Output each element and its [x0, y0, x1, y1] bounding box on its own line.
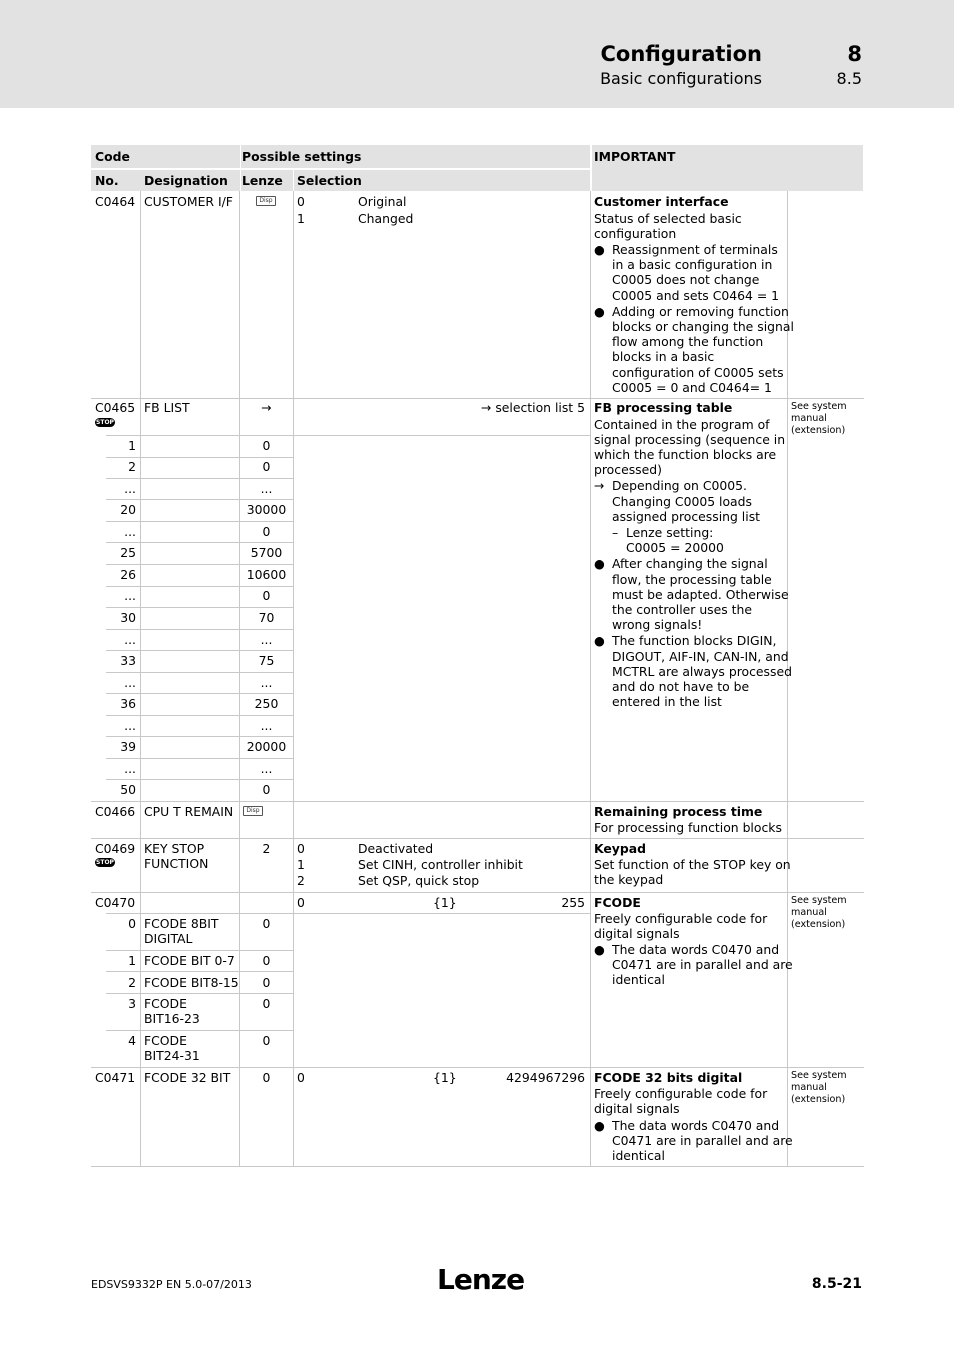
c0470-important-title: FCODE — [594, 895, 641, 910]
c0465-row-value: 75 — [258, 653, 275, 668]
c0464-bullet1-line: in a basic configuration in — [612, 257, 773, 272]
c0470-sel-min: 0 — [297, 895, 305, 910]
chapter-number: 8 — [847, 42, 862, 66]
c0465-row-value: 30000 — [246, 502, 287, 517]
c0469-designation-line: FUNCTION — [144, 856, 209, 871]
c0465-important-line: Contained in the program of — [594, 417, 770, 432]
c0466-important-title: Remaining process time — [594, 804, 763, 819]
head-possible-settings: Possible settings — [242, 149, 362, 164]
c0470-row-no: 4 — [128, 1033, 136, 1048]
c0465-row-value: 0 — [262, 588, 271, 603]
c0465-row-value: 5700 — [250, 545, 283, 560]
stop-icon: STOP — [96, 859, 114, 866]
c0465-row-no: ... — [124, 481, 136, 496]
c0465-row-no: ... — [124, 588, 136, 603]
c0465-arrow-line: Changing C0005 loads — [612, 494, 752, 509]
c0470-row-designation: FCODE BIT 0-7 — [144, 953, 235, 968]
head-code: Code — [95, 149, 130, 164]
c0470-row-no: 0 — [128, 916, 136, 931]
c0465-bullet2-line: and do not have to be — [612, 679, 750, 694]
bullet-icon: ● — [594, 942, 605, 957]
bullet-icon: ● — [594, 556, 605, 571]
c0465-arrow-line: Depending on C0005. — [612, 478, 747, 493]
c0469-code: C0469 — [95, 841, 136, 856]
c0465-row-no: 50 — [120, 782, 136, 797]
c0465-row-value: 0 — [262, 438, 271, 453]
dash-icon: – — [612, 525, 619, 540]
c0465-bullet1-line: the controller uses the — [612, 602, 752, 617]
c0465-arrow-line: assigned processing list — [612, 509, 761, 524]
head-designation: Designation — [144, 173, 228, 188]
c0471-note-line: manual — [791, 1082, 827, 1093]
c0465-code: C0465 — [95, 400, 136, 415]
c0469-important-title: Keypad — [594, 841, 646, 856]
stop-icon: STOP — [96, 419, 114, 426]
c0471-bullet-line: identical — [612, 1148, 665, 1163]
c0464-bullet2-line: flow among the function — [612, 334, 764, 349]
c0471-important-line: digital signals — [594, 1101, 680, 1116]
c0471-bullet-line: C0471 are in parallel and are — [612, 1133, 793, 1148]
c0471-designation: FCODE 32 BIT — [144, 1070, 231, 1085]
lenze-logo: Lenze — [437, 1263, 525, 1296]
c0465-row-no: ... — [124, 675, 136, 690]
c0469-important-line: Set function of the STOP key on — [594, 857, 791, 872]
c0465-dash-line: C0005 = 20000 — [626, 540, 724, 555]
page-number: 8.5-21 — [811, 1276, 862, 1292]
bullet-icon: ● — [594, 304, 605, 319]
c0464-bullet2-line: configuration of C0005 sets — [612, 365, 784, 380]
c0470-row-value: 0 — [262, 975, 271, 990]
c0465-note-line: manual — [791, 413, 827, 424]
c0464-sel-0-value: 0 — [297, 194, 305, 209]
c0465-row-value: ... — [260, 632, 273, 647]
c0469-sel-text: Set CINH, controller inhibit — [358, 857, 523, 872]
disp-icon: Disp — [256, 196, 276, 206]
c0471-sel-min: 0 — [297, 1070, 305, 1085]
c0470-sel-max: 255 — [561, 895, 585, 910]
c0465-row-no: 2 — [128, 459, 136, 474]
c0465-bullet2-line: MCTRL are always processed — [612, 664, 792, 679]
c0470-row-designation: DIGITAL — [144, 931, 193, 946]
c0465-row-value: ... — [260, 675, 273, 690]
c0471-code: C0471 — [95, 1070, 136, 1085]
c0464-code: C0464 — [95, 194, 136, 209]
c0465-bullet1-line: must be adapted. Otherwise — [612, 587, 789, 602]
c0465-important-line: which the function blocks are — [594, 447, 777, 462]
c0465-row-no: 30 — [120, 610, 136, 625]
c0466-important-line: For processing function blocks — [594, 820, 782, 835]
c0465-important-line: signal processing (sequence in — [594, 432, 786, 447]
c0469-sel-text: Deactivated — [358, 841, 434, 856]
c0465-bullet1-line: flow, the processing table — [612, 572, 772, 587]
c0465-row-value: 20000 — [246, 739, 287, 754]
page-header — [0, 0, 954, 108]
c0469-important-line: the keypad — [594, 872, 664, 887]
arrow-right-icon: → — [594, 478, 605, 493]
c0465-row-value: 10600 — [246, 567, 287, 582]
c0465-bullet2-line: The function blocks DIGIN, — [612, 633, 777, 648]
c0469-lenze: 2 — [262, 841, 271, 856]
c0470-row-value: 0 — [262, 996, 271, 1011]
c0465-row-no: ... — [124, 718, 136, 733]
c0465-bullet1-line: wrong signals! — [612, 617, 703, 632]
c0470-sel-step: {1} — [433, 895, 457, 910]
c0466-designation: CPU T REMAIN — [144, 804, 234, 819]
disp-icon: Disp — [243, 806, 263, 816]
c0470-row-designation: FCODE 8BIT — [144, 916, 219, 931]
c0465-row-value: ... — [260, 761, 273, 776]
c0470-important-line: Freely configurable code for — [594, 911, 768, 926]
c0465-row-no: ... — [124, 761, 136, 776]
c0464-sel-0-text: Original — [358, 194, 407, 209]
c0470-row-no: 3 — [128, 996, 136, 1011]
c0465-important-title: FB processing table — [594, 400, 733, 415]
c0470-note-line: manual — [791, 907, 827, 918]
c0465-bullet1-line: After changing the signal — [612, 556, 768, 571]
c0466-code: C0466 — [95, 804, 136, 819]
c0470-row-value: 0 — [262, 916, 271, 931]
c0470-note-line: See system — [791, 895, 847, 906]
c0471-note-line: (extension) — [791, 1094, 846, 1105]
c0464-important-line: configuration — [594, 226, 677, 241]
c0470-important-line: digital signals — [594, 926, 680, 941]
c0465-row-no: ... — [124, 524, 136, 539]
c0465-row-no: 36 — [120, 696, 136, 711]
c0471-sel-step: {1} — [433, 1070, 457, 1085]
head-no: No. — [95, 173, 119, 188]
c0465-bullet2-line: DIGOUT, AIF-IN, CAN-IN, and — [612, 649, 789, 664]
c0464-bullet2-line: C0005 = 0 and C0464= 1 — [612, 380, 772, 395]
c0470-row-value: 0 — [262, 953, 271, 968]
c0465-row-no: 39 — [120, 739, 136, 754]
c0465-row-value: 70 — [258, 610, 275, 625]
c0470-row-no: 2 — [128, 975, 136, 990]
c0464-important-line: Status of selected basic — [594, 211, 742, 226]
c0470-row-designation: FCODE — [144, 1033, 187, 1048]
c0464-bullet2-line: blocks in a basic — [612, 349, 715, 364]
c0470-code: C0470 — [95, 895, 136, 910]
c0464-important-title: Customer interface — [594, 194, 729, 209]
section-number: 8.5 — [836, 69, 862, 88]
c0464-sel-1-value: 1 — [297, 211, 305, 226]
c0465-row-no: 1 — [128, 438, 136, 453]
c0465-row-no: 33 — [120, 653, 136, 668]
c0470-note-line: (extension) — [791, 919, 846, 930]
c0465-important-line: processed) — [594, 462, 662, 477]
c0465-row-no: 25 — [120, 545, 136, 560]
c0465-lenze-arrow: → — [261, 400, 272, 415]
bullet-icon: ● — [594, 1118, 605, 1133]
bullet-icon: ● — [594, 633, 605, 648]
head-selection: Selection — [297, 173, 362, 188]
c0469-sel-text: Set QSP, quick stop — [358, 873, 480, 888]
c0464-designation: CUSTOMER I/F — [144, 194, 233, 209]
c0465-designation: FB LIST — [144, 400, 190, 415]
c0465-row-value: ... — [260, 481, 273, 496]
c0469-sel-value: 2 — [297, 873, 305, 888]
bullet-icon: ● — [594, 242, 605, 257]
c0464-sel-1-text: Changed — [358, 211, 414, 226]
c0469-designation-line: KEY STOP — [144, 841, 205, 856]
c0464-bullet2-line: blocks or changing the signal — [612, 319, 794, 334]
c0465-row-value: 250 — [254, 696, 279, 711]
c0470-row-value: 0 — [262, 1033, 271, 1048]
c0470-bullet-line: C0471 are in parallel and are — [612, 957, 793, 972]
c0465-row-value: 0 — [262, 524, 271, 539]
c0465-row-no: 20 — [120, 502, 136, 517]
c0469-sel-value: 1 — [297, 857, 305, 872]
c0471-lenze: 0 — [262, 1070, 271, 1085]
c0465-dash-line: Lenze setting: — [626, 525, 714, 540]
head-lenze: Lenze — [242, 173, 283, 188]
c0465-note-line: (extension) — [791, 425, 846, 436]
c0471-note-line: See system — [791, 1070, 847, 1081]
c0470-row-designation: BIT16-23 — [144, 1011, 200, 1026]
c0465-row-no: ... — [124, 632, 136, 647]
c0470-bullet-line: identical — [612, 972, 665, 987]
c0464-bullet1-line: C0005 and sets C0464 = 1 — [612, 288, 780, 303]
c0465-row-no: 26 — [120, 567, 136, 582]
c0465-bullet2-line: entered in the list — [612, 694, 722, 709]
c0465-row-value: ... — [260, 718, 273, 733]
c0470-row-designation: FCODE BIT8-15 — [144, 975, 239, 990]
c0471-important-title: FCODE 32 bits digital — [594, 1070, 743, 1085]
c0471-important-line: Freely configurable code for — [594, 1086, 768, 1101]
c0465-note-line: See system — [791, 401, 847, 412]
c0470-bullet-line: The data words C0470 and — [612, 942, 780, 957]
c0470-row-no: 1 — [128, 953, 136, 968]
section-title: Basic configurations — [600, 69, 762, 88]
c0465-selection: → selection list 5 — [481, 400, 585, 415]
c0464-bullet1-line: C0005 does not change — [612, 272, 760, 287]
document-id: EDSVS9332P EN 5.0-07/2013 — [91, 1278, 252, 1291]
c0469-sel-value: 0 — [297, 841, 305, 856]
c0465-row-value: 0 — [262, 459, 271, 474]
chapter-title: Configuration — [600, 42, 762, 66]
head-important: IMPORTANT — [594, 149, 676, 164]
c0470-row-designation: FCODE — [144, 996, 187, 1011]
c0465-row-value: 0 — [262, 782, 271, 797]
c0470-row-designation: BIT24-31 — [144, 1048, 200, 1063]
c0464-bullet2-line: Adding or removing function — [612, 304, 789, 319]
c0471-bullet-line: The data words C0470 and — [612, 1118, 780, 1133]
c0464-bullet1-line: Reassignment of terminals — [612, 242, 778, 257]
c0471-sel-max: 4294967296 — [506, 1070, 585, 1085]
